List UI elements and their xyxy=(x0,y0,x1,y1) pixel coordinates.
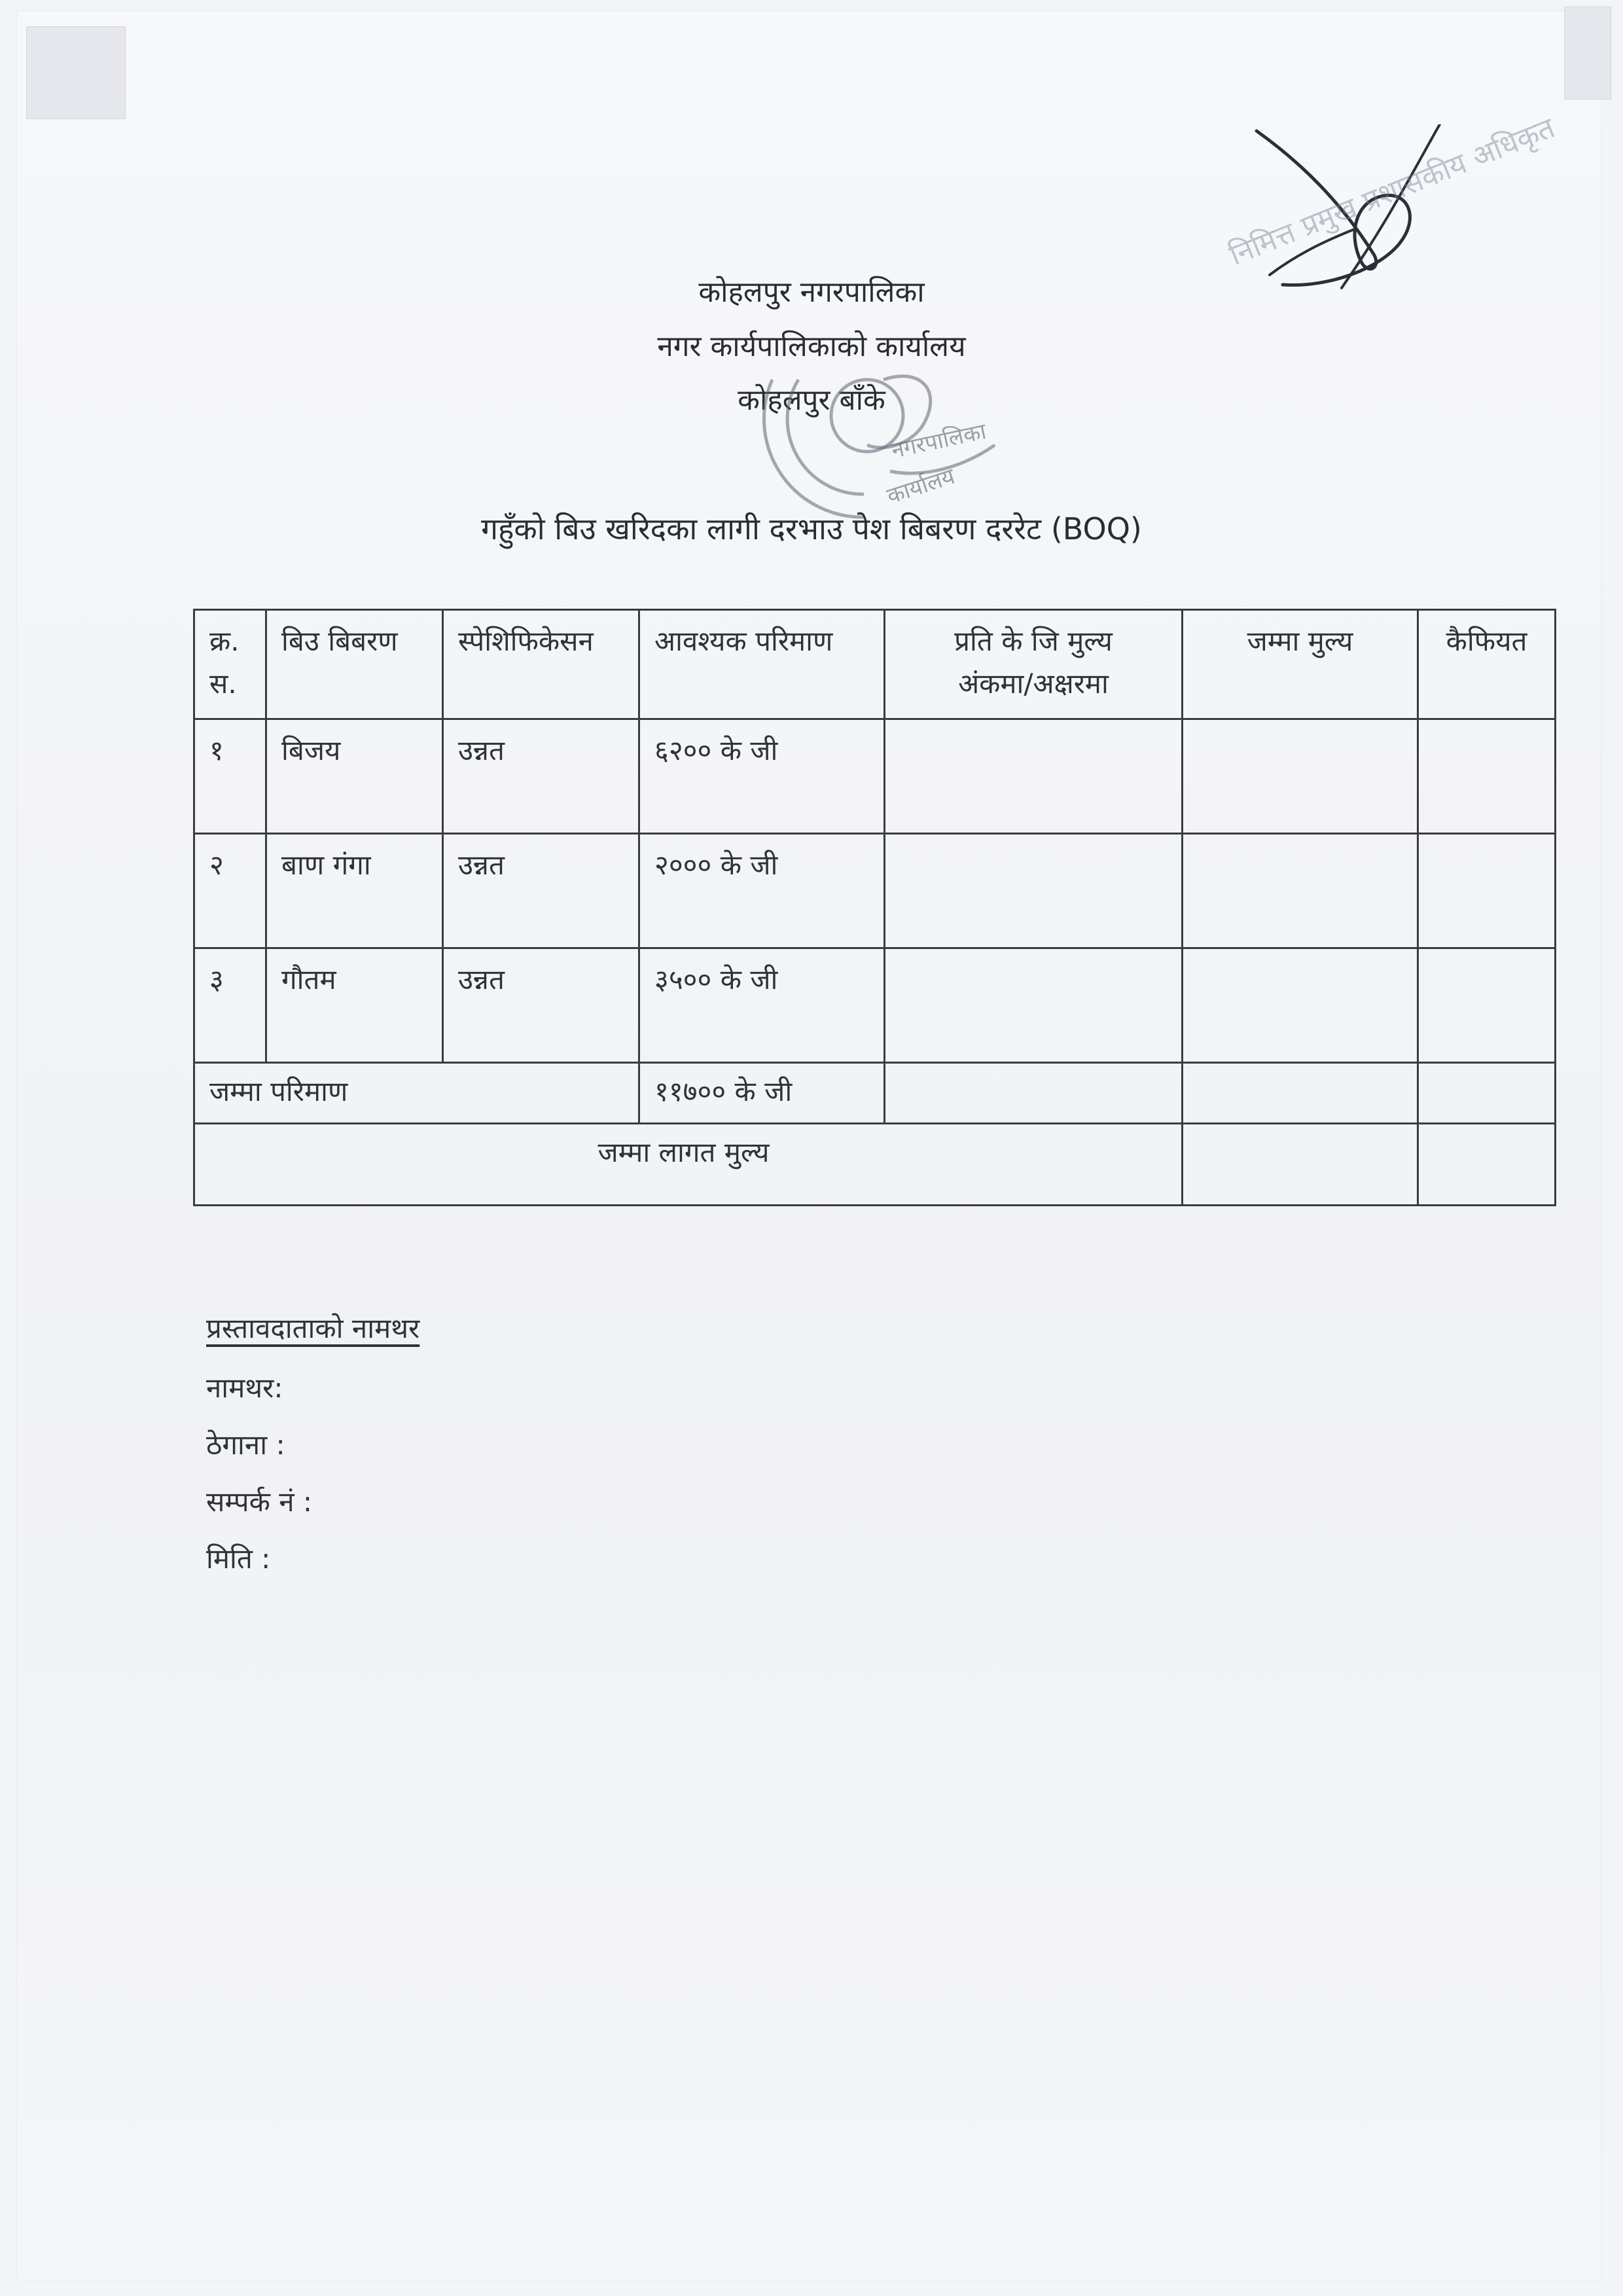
cell-remarks xyxy=(1418,719,1556,834)
office-location: कोहलपुर बाँके xyxy=(738,384,885,417)
bidder-section xyxy=(206,1309,419,1596)
total-quantity-row xyxy=(194,1063,1556,1124)
bidder-name-label: नामथर: xyxy=(206,1372,283,1404)
total-quantity-label: जम्मा परिमाण xyxy=(194,1063,639,1124)
cell-quantity: ६२०० के जी xyxy=(639,719,885,834)
cell-spec: उन्नत xyxy=(443,834,639,948)
cell-empty xyxy=(1418,1063,1556,1124)
cell-empty xyxy=(1418,1124,1556,1206)
header-specification: स्पेशिफिकेसन xyxy=(443,610,639,719)
header-serial xyxy=(194,610,266,719)
header-price-line2: अंकमा/अक्षरमा xyxy=(958,668,1109,700)
header-price-line1: प्रति के जि मुल्य xyxy=(954,625,1113,657)
header-total-price: जम्मा मुल्य xyxy=(1183,610,1418,719)
cell-spec: उन्नत xyxy=(443,948,639,1063)
document-title: गहुँको बिउ खरिदका लागी दरभाउ पेश बिबरण दररेट (BOQ) xyxy=(481,511,1142,547)
cell-serial: १ xyxy=(194,719,266,834)
cell-empty xyxy=(1183,1063,1418,1124)
table-row xyxy=(194,719,1556,834)
cell-rate xyxy=(885,834,1183,948)
cell-rate xyxy=(885,948,1183,1063)
tape-mark-right xyxy=(1564,7,1611,99)
table-header-row xyxy=(194,610,1556,719)
header-serial-line2: स. xyxy=(209,668,237,700)
total-cost-label: जम्मा लागत मुल्य xyxy=(194,1124,1183,1206)
header-required-quantity: आवश्यक परिमाण xyxy=(639,610,885,719)
boq-table xyxy=(193,609,1556,1206)
official-seal xyxy=(726,353,1008,530)
bidder-contact-label: सम्पर्क नं : xyxy=(206,1486,313,1518)
cell-remarks xyxy=(1418,834,1556,948)
cell-rate xyxy=(885,719,1183,834)
cell-quantity: २००० के जी xyxy=(639,834,885,948)
total-cost-row xyxy=(194,1124,1556,1206)
office-name: नगर कार्यपालिकाको कार्यालय xyxy=(657,330,966,363)
total-quantity-value: ११७०० के जी xyxy=(639,1063,885,1124)
cell-seed: बिजय xyxy=(266,719,443,834)
cell-total xyxy=(1183,948,1418,1063)
cell-seed: बाण गंगा xyxy=(266,834,443,948)
cell-total xyxy=(1183,834,1418,948)
tape-mark-left xyxy=(26,26,126,119)
cell-quantity: ३५०० के जी xyxy=(639,948,885,1063)
table-row xyxy=(194,948,1556,1063)
header-serial-line1: क्र. xyxy=(209,625,240,657)
bidder-heading: प्रस्तावदाताको नामथर xyxy=(206,1312,420,1344)
bidder-address-label: ठेगाना : xyxy=(206,1429,285,1461)
municipality-name: कोहलपुर नगरपालिका xyxy=(698,276,925,309)
cell-spec: उन्नत xyxy=(443,719,639,834)
cell-serial: ३ xyxy=(194,948,266,1063)
cell-total xyxy=(1183,719,1418,834)
table-row xyxy=(194,834,1556,948)
officer-stamp: निमित्त प्रमुख प्रशासकीय अधिकृत xyxy=(1224,111,1560,272)
cell-empty xyxy=(1183,1124,1418,1206)
cell-empty xyxy=(885,1063,1183,1124)
svg-text:नगरपालिका: नगरपालिका xyxy=(889,418,989,464)
header-price-per-kg xyxy=(885,610,1183,719)
header-remarks: कैफियत xyxy=(1418,610,1556,719)
bidder-date-label: मिति : xyxy=(206,1543,271,1575)
cell-serial: २ xyxy=(194,834,266,948)
svg-text:कार्यालय: कार्यालय xyxy=(883,463,958,510)
cell-seed: गौतम xyxy=(266,948,443,1063)
header-seed-description: बिउ बिबरण xyxy=(266,610,443,719)
cell-remarks xyxy=(1418,948,1556,1063)
